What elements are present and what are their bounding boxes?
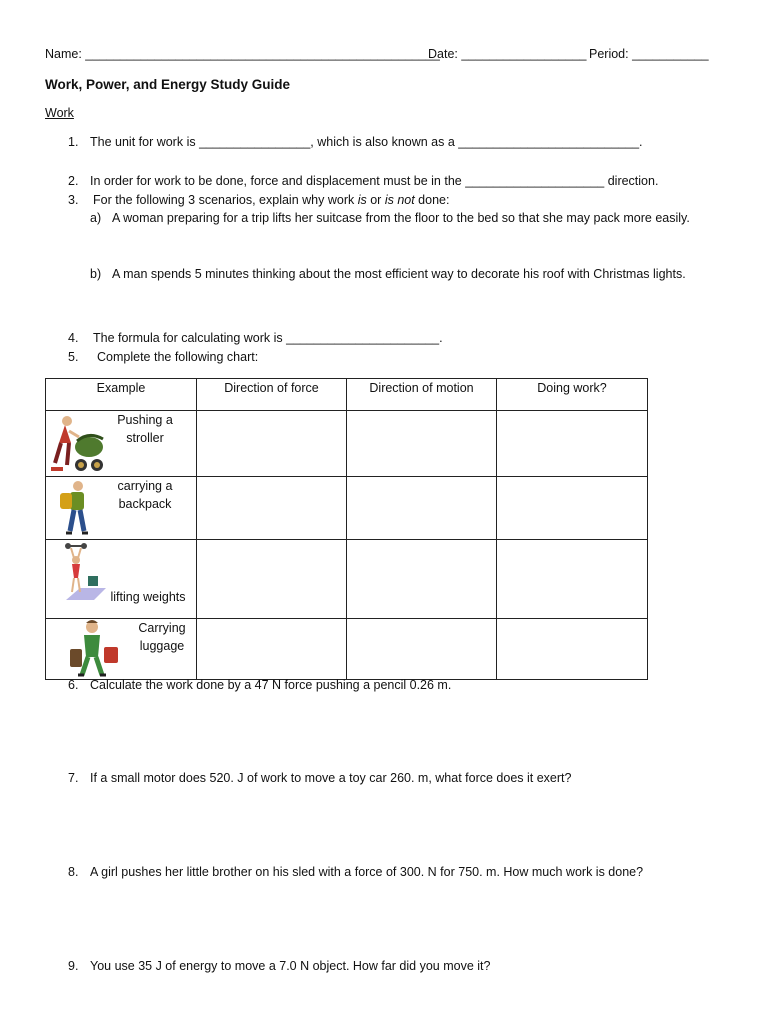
question-number: 8. — [68, 865, 79, 879]
question-number: 3. — [68, 193, 79, 207]
example-cell — [46, 540, 197, 619]
direction-of-force-cell[interactable] — [197, 411, 347, 477]
question-text: You use 35 J of energy to move a 7.0 N object. How far did you move it? — [90, 959, 491, 973]
direction-of-force-cell[interactable] — [197, 540, 347, 619]
question-text: Complete the following chart: — [97, 350, 259, 364]
page-title: Work, Power, and Energy Study Guide — [45, 77, 291, 92]
question-number: 5. — [68, 350, 79, 364]
example-label-line: carrying a — [117, 479, 173, 493]
chart-row — [46, 411, 648, 477]
example-label-line: luggage — [139, 639, 185, 653]
question-8 — [68, 865, 643, 879]
question-number: 7. — [68, 771, 79, 785]
question-text: Calculate the work done by a 47 N force pushing a pencil 0.26 m. — [90, 678, 452, 692]
question-1 — [68, 135, 643, 149]
question-3b — [90, 267, 686, 281]
question-2 — [68, 174, 658, 188]
question-text: The unit for work is ________________, which is also known as a __________________________. — [90, 135, 643, 149]
question-9 — [68, 959, 490, 973]
header-example: Example — [46, 379, 197, 411]
example-label-line: Carrying — [138, 621, 186, 635]
section-heading-work: Work — [45, 106, 74, 120]
emphasis-is-not: is not — [384, 193, 415, 207]
header-direction-of-motion: Direction of motion — [347, 379, 497, 411]
doing-work-cell[interactable] — [497, 540, 648, 619]
question-text: done: — [414, 193, 450, 207]
question-text: The formula for calculating work is ______________________. — [93, 331, 443, 345]
chart-row — [46, 477, 648, 540]
direction-of-motion-cell[interactable] — [347, 619, 497, 680]
question-text: A woman preparing for a trip lifts her suitcase from the floor to the bed so that she may pack more easily. — [112, 211, 690, 225]
direction-of-motion-cell[interactable] — [347, 477, 497, 540]
question-text: A man spends 5 minutes thinking about the most efficient way to decorate his roof with Christmas lights. — [112, 267, 686, 281]
question-text: For the following 3 scenarios, explain why work — [93, 193, 358, 207]
question-number: 6. — [68, 678, 79, 692]
example-label-line: stroller — [126, 431, 164, 445]
sub-letter: b) — [90, 267, 102, 281]
example-cell — [46, 619, 197, 680]
name-field[interactable]: Name: ___________________________________________________ — [45, 47, 440, 61]
carrying-backpack-clipart — [56, 479, 96, 537]
direction-of-force-cell[interactable] — [197, 619, 347, 680]
question-text: If a small motor does 520. J of work to move a toy car 260. m, what force does it exert? — [90, 771, 572, 785]
question-4 — [68, 331, 443, 345]
direction-of-force-cell[interactable] — [197, 477, 347, 540]
date-field[interactable]: Date: __________________ — [428, 47, 587, 61]
doing-work-cell[interactable] — [497, 477, 648, 540]
emphasis-is: is — [357, 193, 367, 207]
example-label-line: backpack — [118, 497, 172, 511]
work-chart — [45, 378, 648, 680]
example-label — [100, 588, 196, 606]
example-label — [106, 477, 184, 513]
sub-letter: a) — [90, 211, 102, 225]
question-6 — [68, 678, 451, 692]
pushing-stroller-clipart — [49, 413, 107, 475]
carrying-luggage-clipart — [68, 619, 122, 679]
example-cell — [46, 411, 197, 477]
header-direction-of-force: Direction of force — [197, 379, 347, 411]
question-text: or — [366, 193, 385, 207]
question-number: 1. — [68, 135, 79, 149]
question-3a — [90, 211, 690, 225]
question-number: 2. — [68, 174, 79, 188]
example-cell — [46, 477, 197, 540]
period-field[interactable]: Period: ___________ — [589, 47, 709, 61]
question-number: 9. — [68, 959, 79, 973]
question-7 — [68, 771, 571, 785]
question-text: In order for work to be done, force and displacement must be in the ____________________ direction. — [90, 174, 659, 188]
direction-of-motion-cell[interactable] — [347, 411, 497, 477]
example-label-line: Pushing a — [117, 413, 173, 427]
question-number: 4. — [68, 331, 79, 345]
question-text: A girl pushes her little brother on his sled with a force of 300. N for 750. m. How much work is done? — [90, 865, 644, 879]
header-doing-work: Doing work? — [497, 379, 648, 411]
chart-header-row — [46, 379, 648, 411]
doing-work-cell[interactable] — [497, 619, 648, 680]
example-label-line: lifting weights — [110, 590, 186, 604]
doing-work-cell[interactable] — [497, 411, 648, 477]
chart-row — [46, 540, 648, 619]
example-label — [126, 619, 198, 655]
example-label — [106, 411, 184, 447]
question-3 — [68, 193, 449, 207]
direction-of-motion-cell[interactable] — [347, 540, 497, 619]
question-5 — [68, 350, 258, 364]
chart-row — [46, 619, 648, 680]
